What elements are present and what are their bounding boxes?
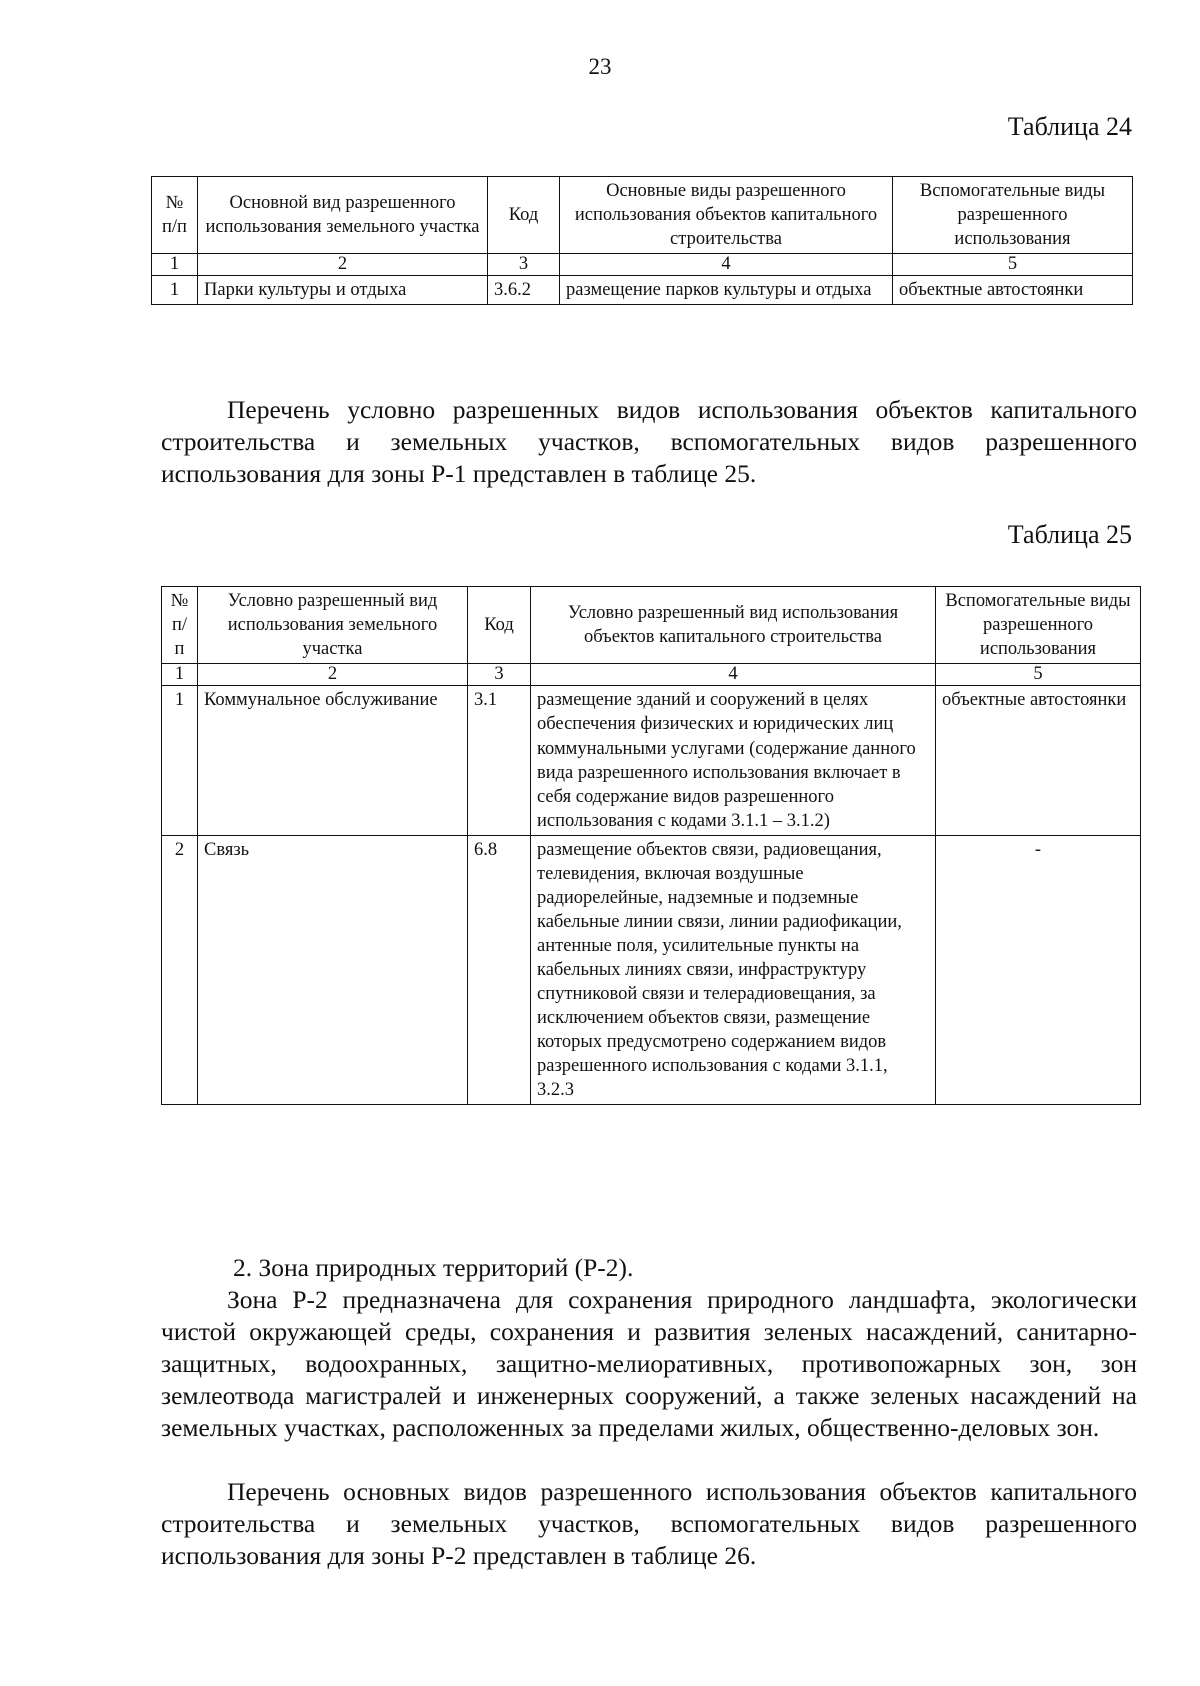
column-number: 3 <box>488 254 560 276</box>
table-25-column-numbers-row <box>162 664 1141 686</box>
table-24-caption: Таблица 24 <box>1007 112 1132 141</box>
table-25-header-cond-type: Условно разрешенный вид использования земельного участка <box>198 587 468 664</box>
paragraph-2: Зона Р-2 предназначена для сохранения природного ландшафта, экологически чистой окружающей среды, сохранения и развития зеленых насаждений, санитарно-защитных, водоохранных, защитно-мелиоративных, противопожарных зон, зон землеотвода магистралей и инженерных сооружений, а также зеленых насаждений на земельных участках, расположенных за пределами жилых, общественно-деловых зон. <box>161 1285 1137 1442</box>
table-row <box>162 835 1141 1105</box>
table-24-header-code: Код <box>488 177 560 254</box>
table-24-header-main-type: Основной вид разрешенного использования земельного участка <box>198 177 488 254</box>
column-number: 5 <box>936 664 1141 686</box>
row-description: размещение зданий и сооружений в целях обеспечения физических и юридических лиц коммунальными услугами (содержание данного вида разрешенного использования включает в себя содержание видов разрешенного использования с кодами 3.1.1 – 3.1.2) <box>531 686 936 835</box>
column-number: 4 <box>560 254 893 276</box>
table-24-header-num: № п/п <box>152 177 198 254</box>
row-code: 3.6.2 <box>488 276 560 305</box>
row-aux: - <box>936 835 1141 1105</box>
row-number: 1 <box>152 276 198 305</box>
zone-heading: 2. Зона природных территорий (Р-2). <box>233 1253 634 1282</box>
table-24 <box>151 176 1133 305</box>
column-number: 4 <box>531 664 936 686</box>
row-name: Связь <box>198 835 468 1105</box>
table-24-header-aux-types: Вспомогательные виды разрешенного использования <box>893 177 1133 254</box>
column-number: 3 <box>468 664 531 686</box>
table-25-header-cond-oks: Условно разрешенный вид использования объектов капитального строительства <box>531 587 936 664</box>
table-row <box>152 276 1133 305</box>
column-number: 1 <box>162 664 198 686</box>
table-25-caption: Таблица 25 <box>1007 520 1132 549</box>
table-25 <box>161 586 1141 1105</box>
table-24-header-oks-types: Основные виды разрешенного использования объектов капитального строительства <box>560 177 893 254</box>
column-number: 2 <box>198 254 488 276</box>
row-name: Коммунальное обслуживание <box>198 686 468 835</box>
table-25-header-num: № п/п <box>162 587 198 664</box>
column-number: 5 <box>893 254 1133 276</box>
row-number: 1 <box>162 686 198 835</box>
paragraph-1: Перечень условно разрешенных видов использования объектов капитального строительства и земельных участков, вспомогательных видов разрешенного использования для зоны Р-1 представлен в таблице 25. <box>161 395 1137 488</box>
table-row <box>162 686 1141 835</box>
table-24-column-numbers-row <box>152 254 1133 276</box>
row-number: 2 <box>162 835 198 1105</box>
table-24-header-row <box>152 177 1133 254</box>
row-name: Парки культуры и отдыха <box>198 276 488 305</box>
table-25-header-row <box>162 587 1141 664</box>
page-number: 23 <box>588 54 612 79</box>
row-aux: объектные автостоянки <box>936 686 1141 835</box>
column-number: 1 <box>152 254 198 276</box>
paragraph-3: Перечень основных видов разрешенного использования объектов капитального строительства и земельных участков, вспомогательных видов разрешенного использования для зоны Р-2 представлен в таблице 26. <box>161 1477 1137 1570</box>
table-25-header-code: Код <box>468 587 531 664</box>
row-description: размещение объектов связи, радиовещания, телевидения, включая воздушные радиорелейные, надземные и подземные кабельные линии связи, линии радиофикации, антенные поля, усилительные пункты на кабельных линиях связи, инфраструктуру спутниковой связи и телерадиовещания, за исключением объектов связи, размещение которых предусмотрено содержанием видов разрешенного использования с кодами 3.1.1, 3.2.3 <box>531 835 936 1105</box>
row-aux: объектные автостоянки <box>893 276 1133 305</box>
row-code: 3.1 <box>468 686 531 835</box>
row-description: размещение парков культуры и отдыха <box>560 276 893 305</box>
column-number: 2 <box>198 664 468 686</box>
table-25-header-aux-types: Вспомогательные виды разрешенного использования <box>936 587 1141 664</box>
row-code: 6.8 <box>468 835 531 1105</box>
